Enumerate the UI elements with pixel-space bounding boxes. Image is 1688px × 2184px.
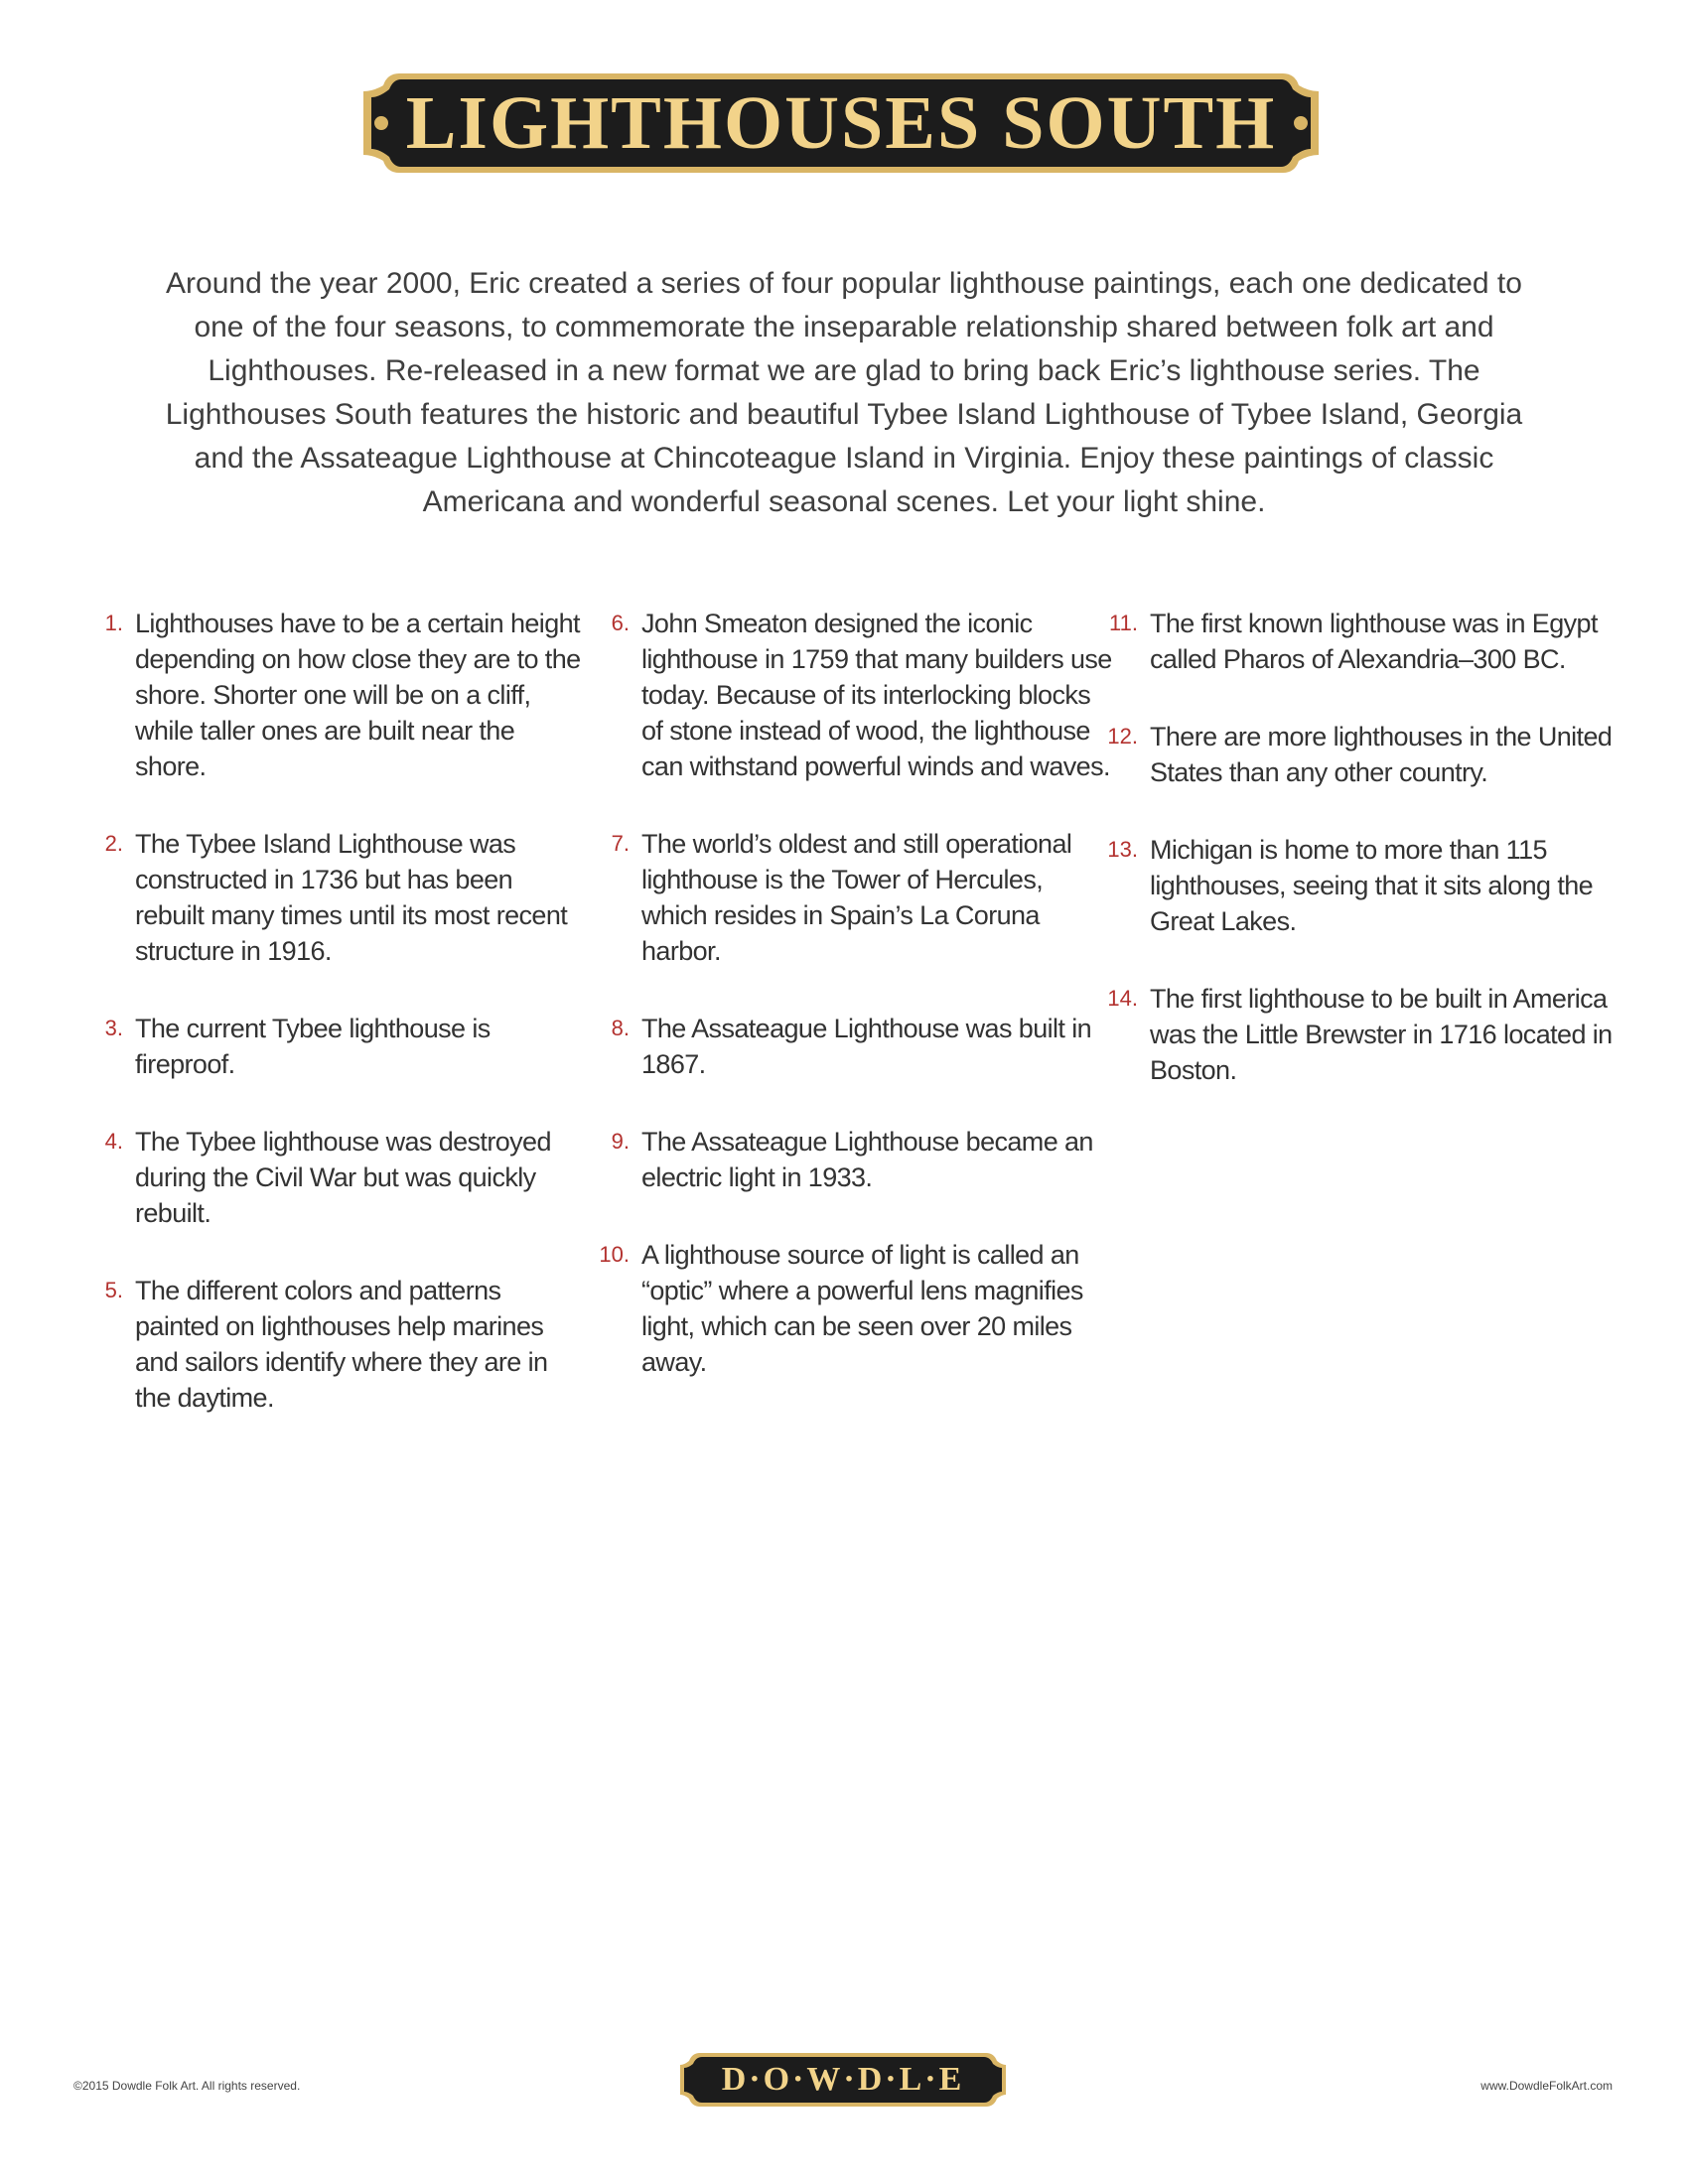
fact-item: [89, 1124, 586, 1231]
fact-text: Lighthouses have to be a certain height depending on how close they are to the shore. Shorter one will be on a cliff, while taller ones are built near the shore.: [135, 609, 581, 781]
fact-text: The Tybee Island Lighthouse was constructed in 1736 but has been rebuilt many times until its most recent structure in 1916.: [135, 829, 568, 966]
fact-text: The current Tybee lighthouse is fireproof.: [135, 1014, 491, 1079]
facts-column-1: [89, 606, 586, 1457]
title-banner: [359, 71, 1323, 175]
fact-item: [596, 1011, 1112, 1082]
fact-item: [89, 826, 586, 969]
facts-column-3: [1104, 606, 1620, 1130]
fact-number: 11.: [1109, 611, 1138, 635]
fact-text: The different colors and patterns painted on lighthouses help marines and sailors identify where they are in the daytime.: [135, 1276, 548, 1413]
fact-text: The world’s oldest and still operational lighthouse is the Tower of Hercules, which resides in Spain’s La Coruna harbor.: [641, 829, 1072, 966]
page-title: LIGHTHOUSES SOUTH: [405, 80, 1277, 165]
fact-item: [89, 1011, 586, 1082]
fact-number: 12.: [1107, 724, 1138, 749]
fact-text: The Assateague Lighthouse became an electric light in 1933.: [641, 1127, 1093, 1192]
logo-text: D·O·W·D·L·E: [721, 2061, 965, 2098]
fact-text: John Smeaton designed the iconic lighthouse in 1759 that many builders use today. Because of its interlocking blocks of stone instead of wood, the lighthouse can withstand powerful winds and waves.: [641, 609, 1112, 781]
fact-item: [596, 826, 1112, 969]
fact-text: The Tybee lighthouse was destroyed during the Civil War but was quickly rebuilt.: [135, 1127, 551, 1228]
fact-item: [596, 606, 1112, 784]
fact-number: 10.: [599, 1242, 630, 1267]
fact-text: The Assateague Lighthouse was built in 1867.: [641, 1014, 1092, 1079]
facts-column-2: [596, 606, 1112, 1422]
fact-number: 9.: [611, 1129, 630, 1154]
fact-text: A lighthouse source of light is called an “optic” where a powerful lens magnifies light, which can be seen over 20 miles away.: [641, 1240, 1083, 1377]
fact-text: There are more lighthouses in the United States than any other country.: [1150, 722, 1613, 787]
fact-item: [1104, 606, 1620, 677]
fact-text: Michigan is home to more than 115 lighthouses, seeing that it sits along the Great Lakes.: [1150, 835, 1594, 936]
fact-item: [596, 1124, 1112, 1195]
fact-number: 7.: [611, 831, 630, 856]
copyright-text: ©2015 Dowdle Folk Art. All rights reserved.: [73, 2079, 301, 2093]
fact-number: 3.: [104, 1016, 123, 1040]
fact-item: [89, 1273, 586, 1416]
intro-paragraph: Around the year 2000, Eric created a series of four popular lighthouse paintings, each one dedicated to one of the four seasons, to commemorate the inseparable relationship shared between folk art and Lighthouses. Re-released in a new format we are glad to bring back Eric’s lighthouse series. The Lighthouses South features the historic and beautiful Tybee Island Lighthouse of Tybee Island, Georgia and the Assateague Lighthouse at Chincoteague Island in Virginia. Enjoy these paintings of classic Americana and wonderful seasonal scenes. Let your light shine.: [165, 267, 1523, 518]
website-link[interactable]: www.DowdleFolkArt.com: [1480, 2079, 1613, 2093]
fact-number: 4.: [104, 1129, 123, 1154]
fact-item: [89, 606, 586, 784]
fact-item: [596, 1237, 1112, 1380]
fact-item: [1104, 832, 1620, 939]
fact-text: The first lighthouse to be built in America was the Little Brewster in 1716 located in Boston.: [1150, 984, 1613, 1085]
fact-number: 14.: [1107, 986, 1138, 1011]
fact-number: 8.: [611, 1016, 630, 1040]
fact-number: 5.: [104, 1278, 123, 1302]
fact-item: [1104, 981, 1620, 1088]
fact-number: 6.: [611, 611, 630, 635]
fact-number: 1.: [104, 611, 123, 635]
fact-number: 2.: [104, 831, 123, 856]
fact-number: 13.: [1107, 837, 1138, 862]
dowdle-logo: [678, 2051, 1008, 2109]
fact-item: [1104, 719, 1620, 790]
fact-text: The first known lighthouse was in Egypt called Pharos of Alexandria–300 BC.: [1150, 609, 1598, 674]
